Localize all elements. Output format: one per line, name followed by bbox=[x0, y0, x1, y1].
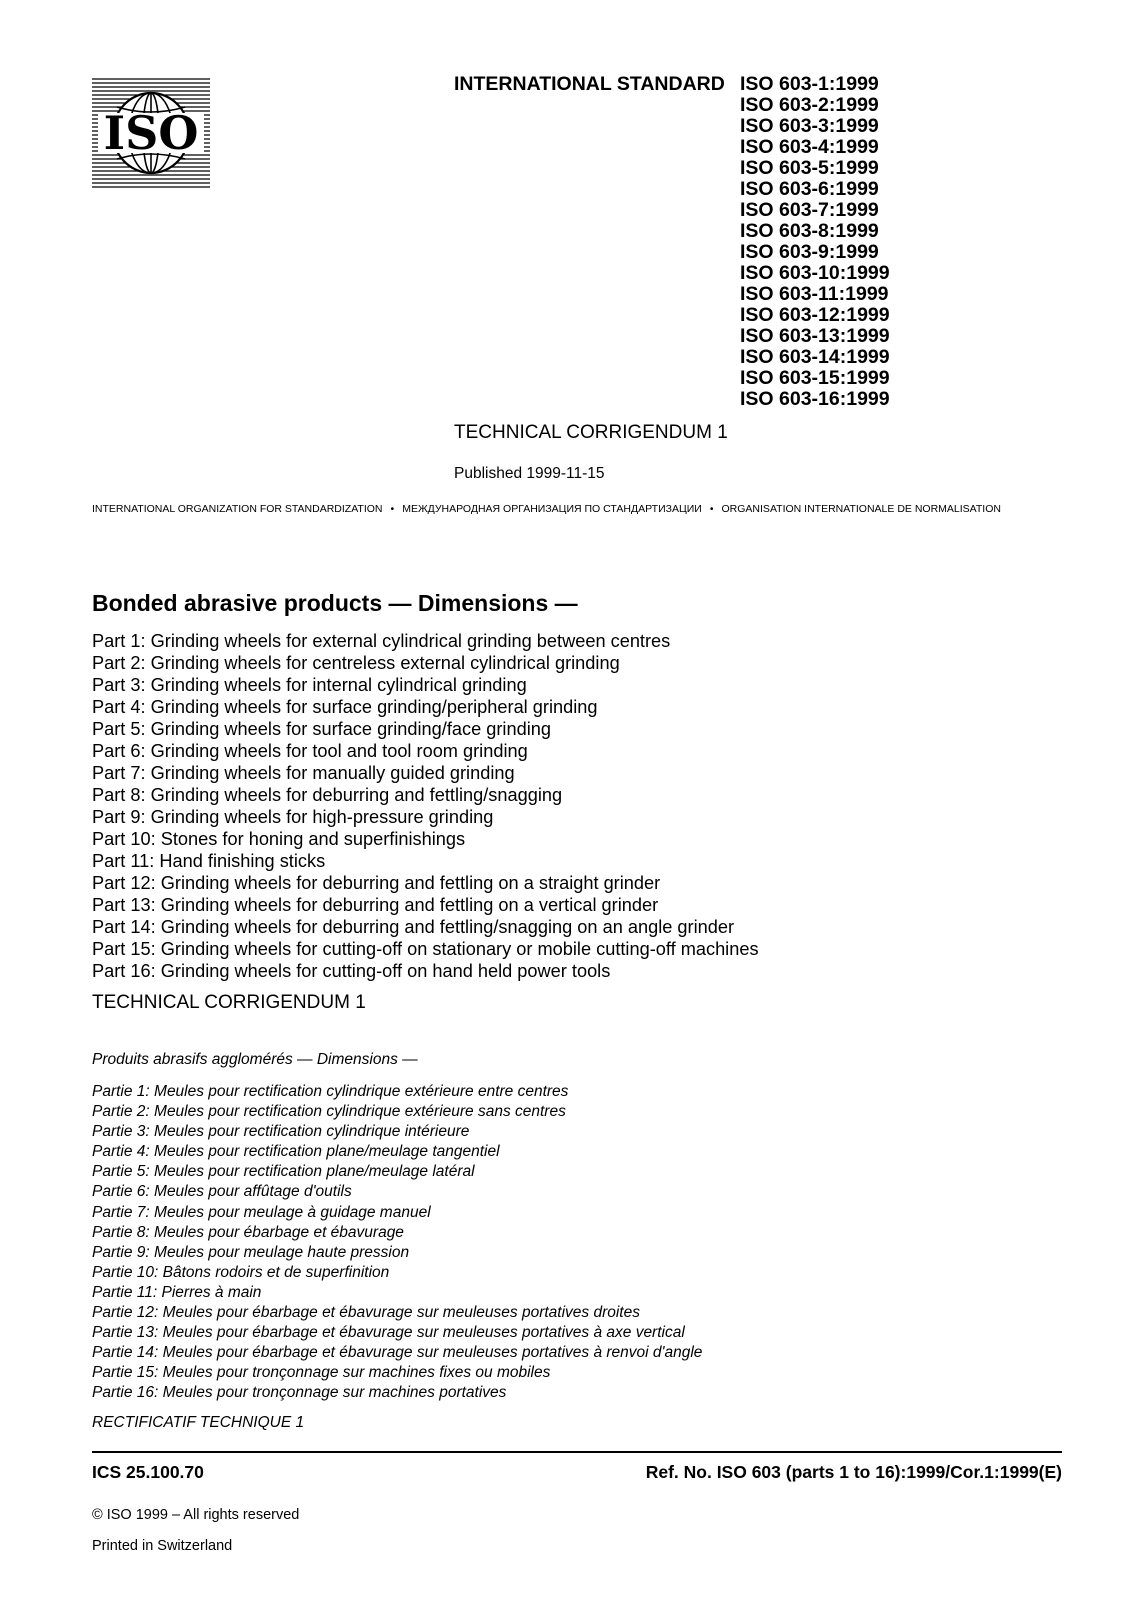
partie-item: Partie 1: Meules pour rectification cylindrique extérieure entre centres bbox=[92, 1083, 569, 1100]
part-item: Part 5: Grinding wheels for surface grinding/face grinding bbox=[92, 719, 551, 739]
reference-number: Ref. No. ISO 603 (parts 1 to 16):1999/Cor.1:1999(E) bbox=[645, 1462, 1062, 1482]
part-item: Part 10: Stones for honing and superfinishings bbox=[92, 829, 466, 849]
partie-item: Partie 14: Meules pour ébarbage et ébavurage sur meuleuses portatives à renvoi d'angle bbox=[92, 1344, 703, 1362]
document-title: Bonded abrasive products — Dimensions — bbox=[92, 590, 578, 616]
part-item: Part 7: Grinding wheels for manually guided grinding bbox=[92, 763, 515, 783]
part-item: Part 9: Grinding wheels for high-pressure grinding bbox=[92, 807, 494, 827]
standard-number-list bbox=[740, 74, 890, 410]
part-item: Part 12: Grinding wheels for deburring and fettling on a straight grinder bbox=[92, 873, 661, 893]
partie-item: Partie 3: Meules pour rectification cylindrique intérieure bbox=[92, 1123, 470, 1141]
standard-number: ISO 603-3:1999 bbox=[740, 115, 879, 137]
partie-item: Partie 2: Meules pour rectification cylindrique extérieure sans centres bbox=[92, 1103, 566, 1121]
partie-item: Partie 4: Meules pour rectification plane/meulage tangentiel bbox=[92, 1143, 500, 1161]
partie-item: Partie 10: Bâtons rodoirs et de superfinition bbox=[92, 1263, 390, 1281]
bullet-separator: • bbox=[390, 503, 395, 515]
standard-number: ISO 603-12:1999 bbox=[740, 304, 890, 326]
part-item: Part 8: Grinding wheels for deburring and fettling/snagging bbox=[92, 785, 563, 805]
english-corrigendum-label: TECHNICAL CORRIGENDUM 1 bbox=[92, 992, 366, 1013]
part-item: Part 15: Grinding wheels for cutting-off on stationary or mobile cutting-off machines bbox=[92, 939, 759, 959]
svg-text:ISO: ISO bbox=[103, 106, 199, 160]
copyright-notice: © ISO 1999 – All rights reserved bbox=[92, 1507, 300, 1523]
document-type: INTERNATIONAL STANDARD bbox=[454, 73, 725, 95]
standard-number: ISO 603-4:1999 bbox=[740, 136, 879, 158]
part-item: Part 6: Grinding wheels for tool and tool room grinding bbox=[92, 741, 528, 761]
organization-names bbox=[92, 503, 1062, 516]
footer-divider bbox=[92, 1451, 1062, 1453]
standard-number: ISO 603-9:1999 bbox=[740, 241, 879, 263]
standard-number: ISO 603-6:1999 bbox=[740, 178, 879, 200]
partie-item: Partie 9: Meules pour meulage haute pression bbox=[92, 1243, 410, 1261]
partie-item: Partie 16: Meules pour tronçonnage sur machines portatives bbox=[92, 1384, 507, 1402]
part-item: Part 1: Grinding wheels for external cylindrical grinding between centres bbox=[92, 631, 671, 651]
standard-number: ISO 603-14:1999 bbox=[740, 346, 890, 368]
standard-number: ISO 603-5:1999 bbox=[740, 157, 879, 179]
partie-item: Partie 15: Meules pour tronçonnage sur machines fixes ou mobiles bbox=[92, 1364, 551, 1382]
english-part-list bbox=[92, 630, 759, 982]
partie-item: Partie 8: Meules pour ébarbage et ébavurage bbox=[92, 1223, 404, 1241]
standard-number: ISO 603-16:1999 bbox=[740, 388, 890, 410]
standard-number: ISO 603-15:1999 bbox=[740, 367, 890, 389]
part-item: Part 2: Grinding wheels for centreless external cylindrical grinding bbox=[92, 653, 620, 673]
corrigendum-heading: TECHNICAL CORRIGENDUM 1 bbox=[454, 422, 728, 443]
french-corrigendum-label: RECTIFICATIF TECHNIQUE 1 bbox=[92, 1414, 305, 1431]
standard-number: ISO 603-7:1999 bbox=[740, 199, 879, 221]
french-part-list bbox=[92, 1082, 702, 1404]
part-item: Part 4: Grinding wheels for surface grinding/peripheral grinding bbox=[92, 697, 598, 717]
standard-number: ISO 603-10:1999 bbox=[740, 262, 890, 284]
organization-name-en: INTERNATIONAL ORGANIZATION FOR STANDARDIZATION bbox=[92, 503, 383, 515]
partie-item: Partie 12: Meules pour ébarbage et ébavurage sur meuleuses portatives droites bbox=[92, 1304, 640, 1322]
standard-number: ISO 603-2:1999 bbox=[740, 94, 879, 116]
partie-item: Partie 11: Pierres à main bbox=[92, 1283, 262, 1301]
part-item: Part 11: Hand finishing sticks bbox=[92, 851, 326, 871]
ics-code: ICS 25.100.70 bbox=[92, 1462, 204, 1482]
iso-logo bbox=[92, 77, 210, 189]
printed-location: Printed in Switzerland bbox=[92, 1538, 233, 1554]
standard-number: ISO 603-1:1999 bbox=[740, 73, 879, 95]
standard-number: ISO 603-11:1999 bbox=[740, 283, 889, 305]
partie-item: Partie 7: Meules pour meulage à guidage manuel bbox=[92, 1203, 431, 1221]
part-item: Part 3: Grinding wheels for internal cylindrical grinding bbox=[92, 675, 527, 695]
organization-name-fr: ORGANISATION INTERNATIONALE DE NORMALISATION bbox=[721, 503, 1001, 515]
published-date: Published 1999-11-15 bbox=[454, 465, 605, 482]
partie-item: Partie 6: Meules pour affûtage d'outils bbox=[92, 1183, 352, 1201]
french-title: Produits abrasifs agglomérés — Dimensions — bbox=[92, 1051, 418, 1068]
part-item: Part 14: Grinding wheels for deburring and fettling/snagging on an angle grinder bbox=[92, 917, 735, 937]
standard-number: ISO 603-13:1999 bbox=[740, 325, 890, 347]
partie-item: Partie 13: Meules pour ébarbage et ébavurage sur meuleuses portatives à axe vertical bbox=[92, 1324, 685, 1342]
standard-number: ISO 603-8:1999 bbox=[740, 220, 879, 242]
partie-item: Partie 5: Meules pour rectification plane/meulage latéral bbox=[92, 1163, 475, 1181]
organization-name-ru: МЕЖДУНАРОДНАЯ ОРГАНИЗАЦИЯ ПО СТАНДАРТИЗАЦИИ bbox=[402, 503, 702, 515]
part-item: Part 13: Grinding wheels for deburring and fettling on a vertical grinder bbox=[92, 895, 659, 915]
bullet-separator: • bbox=[709, 503, 714, 515]
part-item: Part 16: Grinding wheels for cutting-off on hand held power tools bbox=[92, 961, 611, 981]
